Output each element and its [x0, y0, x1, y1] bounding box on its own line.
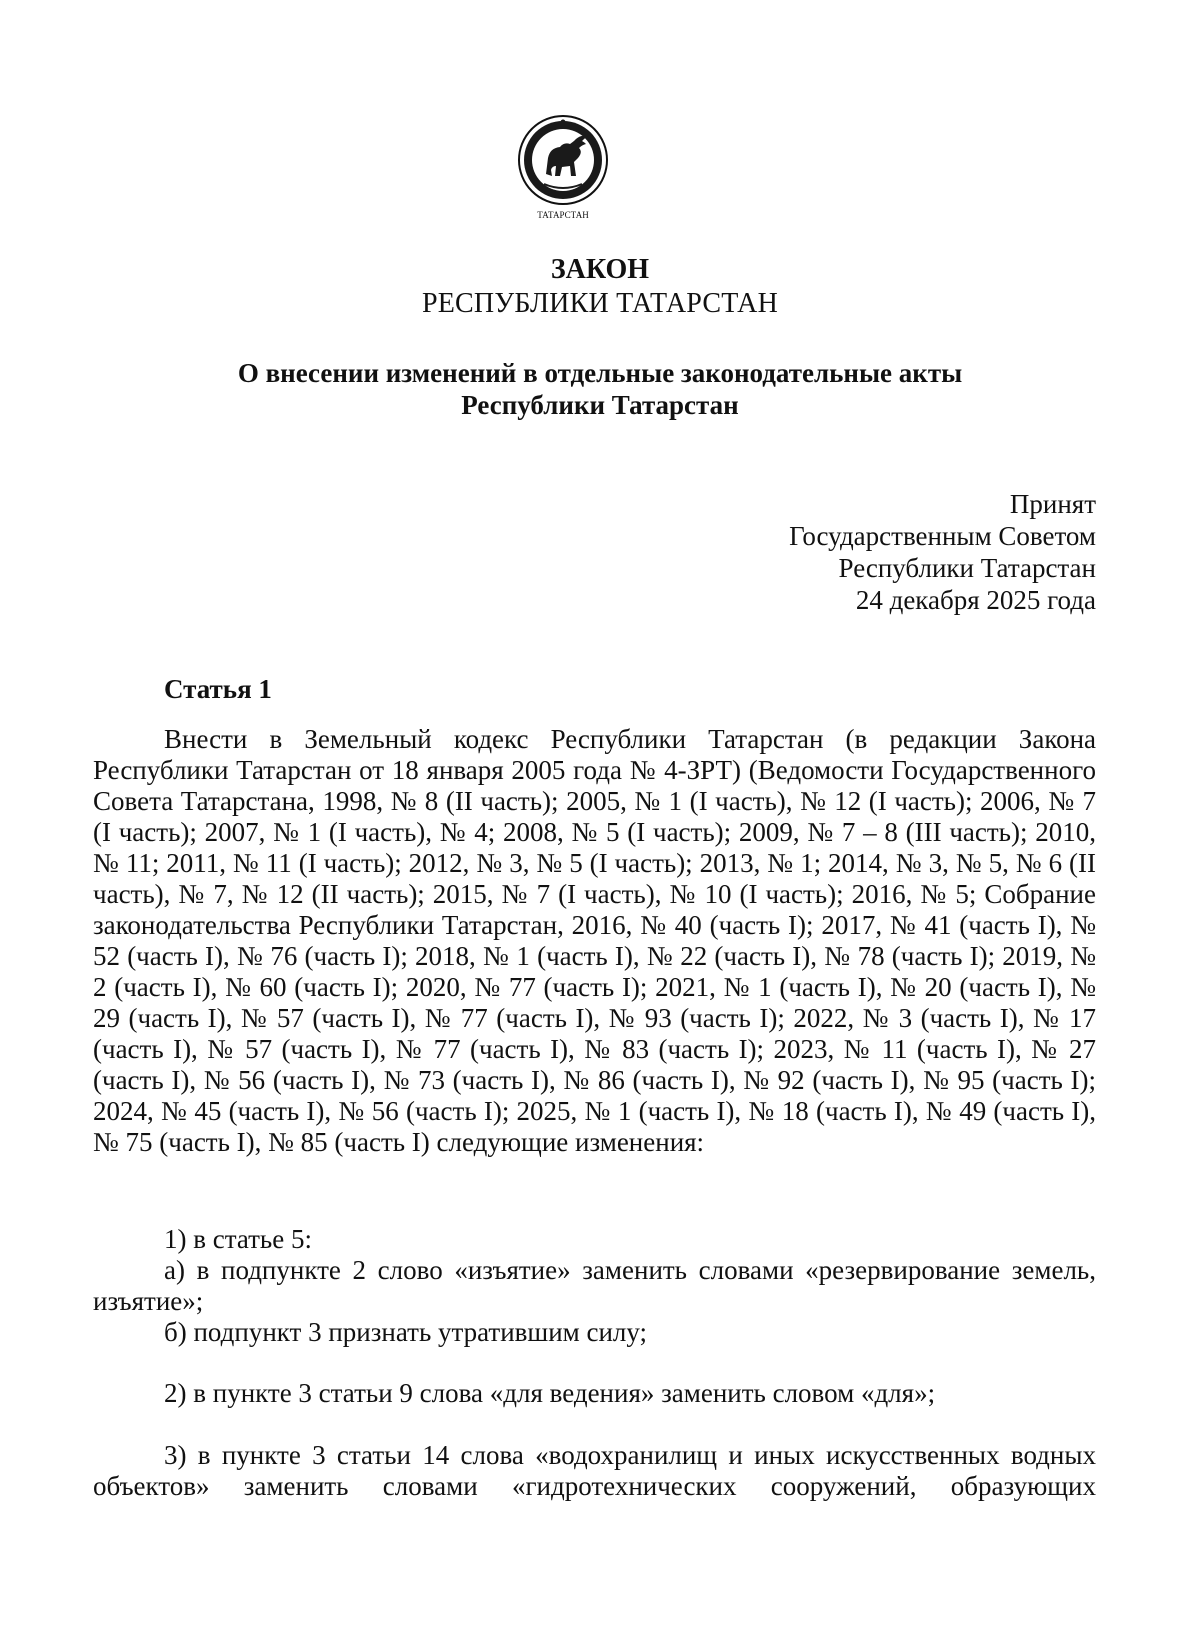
article-1-item-1: 1) в статье 5: [164, 1224, 312, 1254]
adoption-line-1: Принят [1009, 489, 1096, 519]
article-1-item-2: 2) в пункте 3 статьи 9 слова «для ведения» заменить словом «для»; [164, 1378, 936, 1408]
adoption-line-3: Республики Татарстан [838, 553, 1096, 583]
emblem-label: ТАТАРСТАН [537, 210, 589, 220]
document-heading-line-2: Республики Татарстан [461, 390, 739, 420]
document-type-title: ЗАКОН [550, 254, 650, 285]
article-1-item-1b: б) подпункт 3 признать утратившим силу; [164, 1317, 648, 1347]
adoption-line-2: Государственным Советом [789, 521, 1096, 551]
article-1-title: Статья 1 [164, 674, 272, 704]
article-1-item-1a: а) в подпункте 2 слово «изъятие» заменить словами «резервирование земель, изъятие»; [93, 1255, 1096, 1316]
article-1-intro-paragraph: Внести в Земельный кодекс Республики Татарстан (в редакции Закона Республики Татарстан от 18 января 2005 года № 4-ЗРТ) (Ведомости Государственного Совета Татарстана, 1998, № 8 (II часть); 2005, № 1 (I часть), № 12 (I часть); 2006, № 7 (I часть); 2007, № 1 (I часть), № 4; 2008, № 5 (I часть); 2009, № 7 – 8 (III часть); 2010, № 11; 2011, № 11 (I часть); 2012, № 3, № 5 (I часть); 2013, № 1; 2014, № 3, № 5, № 6 (II часть), № 7, № 12 (II часть); 2015, № 7 (I часть), № 10 (I часть); 2016, № 5; Собрание законодательства Республики Татарстан, 2016, № 40 (часть I); 2017, № 41 (часть I), № 52 (часть I), № 76 (часть I); 2018, № 1 (часть I), № 22 (часть I), № 78 (часть I); 2019, № 2 (часть I), № 60 (часть I); 2020, № 77 (часть I); 2021, № 1 (часть I), № 20 (часть I), № 29 (часть I), № 57 (часть I), № 77 (часть I), № 93 (часть I); 2022, № 3 (часть I), № 17 (часть I), № 57 (часть I), № 77 (часть I), № 83 (часть I); 2023, № 11 (часть I), № 27 (часть I), № 56 (часть I), № 73 (часть I), № 86 (часть I), № 92 (часть I), № 95 (часть I); 2024, № 45 (часть I), № 56 (часть I); 2025, № 1 (часть I), № 18 (часть I), № 49 (часть I), № 75 (часть I), № 85 (часть I) следующие изменения: [93, 724, 1096, 1157]
tatarstan-coat-of-arms-icon [516, 114, 610, 234]
adoption-date: 24 декабря 2025 года [855, 585, 1096, 615]
adoption-block [789, 488, 1096, 616]
document-heading-line-1: О внесении изменений в отдельные законодательные акты [237, 358, 963, 388]
document-issuer-title: РЕСПУБЛИКИ ТАТАРСТАН [421, 288, 779, 319]
document-heading [150, 357, 1050, 421]
article-1-item-3: 3) в пункте 3 статьи 14 слова «водохранилищ и иных искусственных водных объектов» заменить словами «гидротехнических сооружений, образующих [93, 1440, 1096, 1501]
